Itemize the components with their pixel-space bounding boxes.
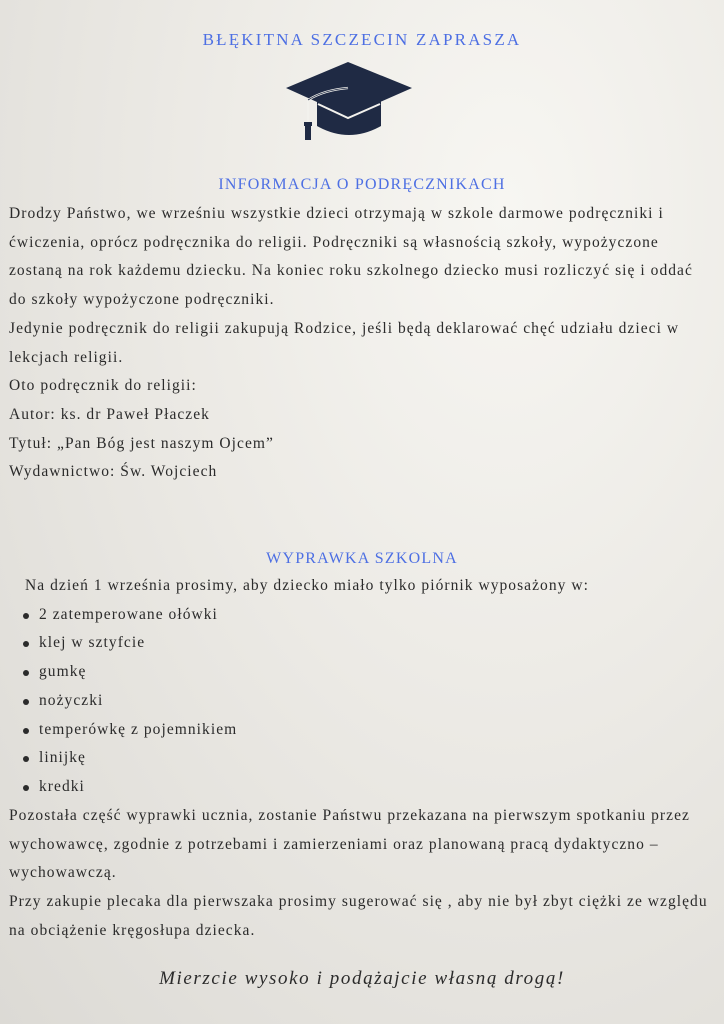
- supplies-list: [9, 601, 715, 802]
- book-publisher: Wydawnictwo: Św. Wojciech: [9, 463, 218, 481]
- backpack-paragraph: Przy zakupie plecaka dla pierwszaka prosimy sugerować się , aby nie był zbyt ciężki ze względu na obciążenie kręgosłupa dziecka.: [9, 893, 708, 939]
- list-item: klej w sztyfcie: [9, 629, 715, 658]
- textbooks-section: [9, 200, 715, 487]
- textbooks-paragraph: Drodzy Państwo, we wrześniu wszystkie dzieci otrzymają w szkole darmowe podręczniki i ćwiczenia, oprócz podręcznika do religii. Podręczniki są własnością szkoły, wypożyczone zostaną na rok każdemu dziecku. Na koniec roku szkolnego dziecko musi rozliczyć się i oddać do szkoły wypożyczone podręczniki.: [9, 205, 693, 309]
- textbooks-heading: INFORMACJA O PODRĘCZNIKACH: [218, 176, 506, 193]
- supplies-intro: Na dzień 1 września prosimy, aby dziecko miało tylko piórnik wyposażony w:: [25, 577, 589, 594]
- page-title: BŁĘKITNA SZCZECIN ZAPRASZA: [202, 30, 522, 49]
- book-author: Autor: ks. dr Paweł Płaczek: [9, 405, 210, 423]
- list-item: gumkę: [9, 658, 715, 687]
- list-item: 2 zatemperowane ołówki: [9, 601, 715, 630]
- book-title: Tytuł: „Pan Bóg jest naszym Ojcem”: [9, 434, 274, 452]
- list-item: linijkę: [9, 744, 715, 773]
- list-item: nożyczki: [9, 687, 715, 716]
- supplies-notes: [9, 802, 715, 946]
- religion-book-intro: Oto podręcznik do religii:: [9, 377, 197, 395]
- closing-motto: Mierzcie wysoko i podążajcie własną drogą!: [159, 968, 565, 989]
- supplies-section: [9, 572, 715, 802]
- religion-paragraph: Jedynie podręcznik do religii zakupują Rodzice, jeśli będą deklarować chęć udziału dzieci w lekcjach religii.: [9, 319, 680, 366]
- supplies-heading: WYPRAWKA SZKOLNA: [266, 550, 458, 567]
- remaining-supplies-paragraph: Pozostała część wyprawki ucznia, zostanie Państwu przekazana na pierwszym spotkaniu przez wychowawcę, zgodnie z potrzebami i zamierzeniami oraz planowaną pracą dydaktyczno – wychowawczą.: [9, 807, 690, 882]
- graduation-cap-icon: [284, 60, 414, 142]
- list-item: temperówkę z pojemnikiem: [9, 716, 715, 745]
- list-item: kredki: [9, 773, 715, 802]
